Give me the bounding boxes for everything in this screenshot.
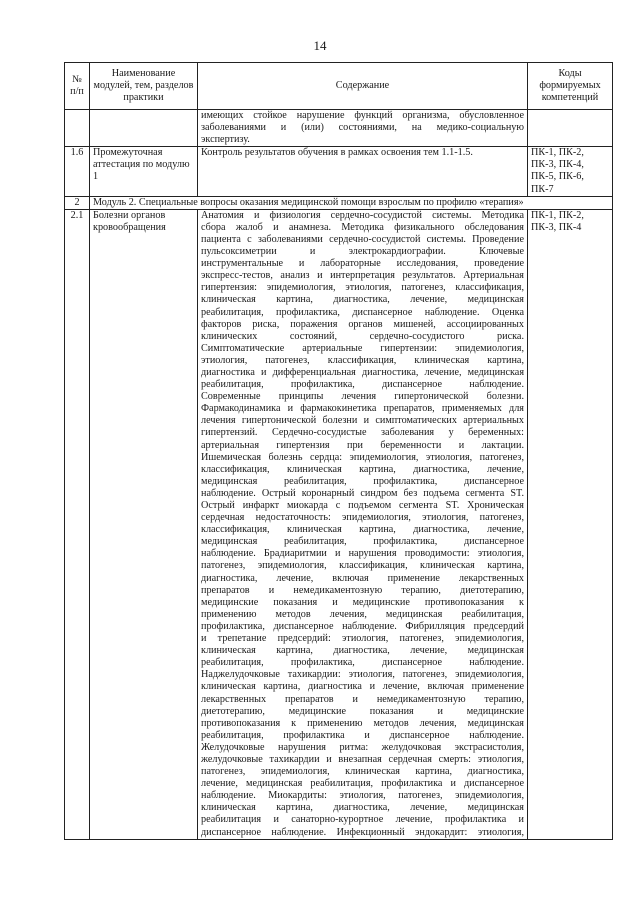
content-line: медицинские показания и медицинские противопоказания к	[201, 596, 524, 608]
header-name: Наименование модулей, тем, разделов практики	[90, 63, 198, 110]
content-line: Анатомия и физиология сердечно-сосудистой системы. Методика	[201, 209, 524, 221]
content-line: наблюдение. Острый коронарный синдром без подъема сегмента ST.	[201, 487, 524, 499]
content-line: Симптоматические артериальные гипертензии: эпидемиология,	[201, 342, 524, 354]
content-line: применению методов лечения, медицинская реабилитация,	[201, 608, 524, 620]
content-line: сбора жалоб и анамнеза. Методика физикального обследования	[201, 221, 524, 233]
content-line: Фармакодинамика и фармакокинетика препаратов, применяемых для	[201, 403, 524, 415]
content-line: лечения гипертонической болезни и симптоматических артериальных	[201, 415, 524, 427]
content-line: Желудочковые нарушения ритма: желудочковая экстрасистолия,	[201, 741, 524, 753]
content-line: противопоказания к применению методов лечения, медицинская	[201, 717, 524, 729]
cell-codes: ПК-1, ПК-2, ПК-3, ПК-4	[528, 209, 613, 839]
content-line: диагностика и дифференциальная диагностика, лечение, медицинская	[201, 366, 524, 378]
content-line: этиология, патогенез, классификация, клиническая картина,	[201, 354, 524, 366]
cell-num: 1.6	[65, 147, 90, 196]
content-line: профилактика, диспансерное наблюдение. Фибрилляция предсердий	[201, 620, 524, 632]
cell-num-empty	[65, 110, 90, 147]
content-line: наблюдение. Брадиаритмии и нарушения проводимости: этиология,	[201, 548, 524, 560]
cell-name-empty	[90, 110, 198, 147]
content-line: и трепетание предсердий: этиология, патогенез, эпидемиология,	[201, 633, 524, 645]
content-line: клиническая картина, диагностика, лечение, медицинская	[201, 802, 524, 814]
content-line: желудочковые тахикардии и внезапная сердечная смерть: этиология,	[201, 753, 524, 765]
module-title: Модуль 2. Специальные вопросы оказания медицинской помощи взрослым по профилю «терапия»	[90, 196, 613, 209]
header-num: № п/п	[65, 63, 90, 110]
cell-content	[198, 209, 528, 839]
cell-content: Контроль результатов обучения в рамках освоения тем 1.1-1.5.	[198, 147, 528, 196]
content-line: реабилитация, профилактика, диспансерное наблюдение. Оценка	[201, 306, 524, 318]
header-content: Содержание	[198, 63, 528, 110]
cell-codes-empty	[528, 110, 613, 147]
content-line: экспресс-тестов, анализ и интерпретация результатов. Артериальная	[201, 270, 524, 282]
table-header-row	[65, 63, 613, 110]
content-line: реабилитация и санаторно-курортное лечение, профилактика и	[201, 814, 524, 826]
content-line: инструментальные и лабораторные исследования, проведение	[201, 258, 524, 270]
content-line: клиническая картина, диагностика и лечение, включая применение	[201, 681, 524, 693]
cell-num: 2.1	[65, 209, 90, 839]
content-line: диетотерапию, медицинские показания и медицинские	[201, 705, 524, 717]
curriculum-table	[64, 62, 613, 840]
content-line: гипертензий. Сердечно-сосудистые заболевания у беременных:	[201, 427, 524, 439]
content-line: лечение, медицинская реабилитация, профилактика и диспансерное	[201, 778, 524, 790]
content-line: Наджелудочковые тахикардии: этиология, патогенез, эпидемиология,	[201, 669, 524, 681]
content-line: реабилитация, профилактика, диспансерное наблюдение.	[201, 657, 524, 669]
content-line: факторов риска, поражения органов мишеней, ассоциированных	[201, 318, 524, 330]
content-line: медицинская реабилитация, профилактика, диспансерное	[201, 536, 524, 548]
content-line: клиническая картина, диагностика, лечение, медицинская	[201, 645, 524, 657]
content-line: сердечная недостаточность: эпидемиология, этиология, патогенез,	[201, 512, 524, 524]
content-line: Современные принципы лечения гипертонической болезни.	[201, 391, 524, 403]
content-line: медицинская реабилитация, профилактика, диспансерное	[201, 475, 524, 487]
content-line: гипертензия: эпидемиология, этиология, патогенез, классификация,	[201, 282, 524, 294]
content-line: диспансерное наблюдение. Инфекционный эндокардит: этиология,	[201, 826, 524, 838]
table-row-continuation	[65, 110, 613, 147]
content-line: Ишемическая болезнь сердца: эпидемиология, этиология, патогенез,	[201, 451, 524, 463]
header-codes: Коды формируемых компетенций	[528, 63, 613, 110]
cell-name: Болезни органов кровообращения	[90, 209, 198, 839]
table-row-1-6	[65, 147, 613, 196]
content-line: реабилитация, профилактика, диспансерное наблюдение.	[201, 379, 524, 391]
page-number: 14	[313, 38, 327, 53]
content-line: диагностика, лечение, включая применение лекарственных	[201, 572, 524, 584]
cell-content-continuation	[198, 110, 528, 147]
cell-codes: ПК-1, ПК-2, ПК-3, ПК-4, ПК-5, ПК-6, ПК-7	[528, 147, 613, 196]
content-line: артериальная гипертензия при беременности и лактации.	[201, 439, 524, 451]
table-row-2-1	[65, 209, 613, 839]
content-line: патогенез, эпидемиология, классификация, клиническая картина,	[201, 560, 524, 572]
content-line: экспертизу.	[201, 134, 250, 146]
content-line: пациента с заболеваниями сердечно-сосудистой системы. Проведение	[201, 233, 524, 245]
content-line: клинических состояний, сердечно-сосудистого риска.	[201, 330, 524, 342]
cell-name: Промежуточная аттестация по модулю 1	[90, 147, 198, 196]
content-line: наблюдение. Миокардиты: этиология, патогенез, эпидемиология,	[201, 790, 524, 802]
content-line: клиническая картина, диагностика, лечение, медицинская	[201, 294, 524, 306]
content-line: лекарственных препаратов и немедикаментозную терапию,	[201, 693, 524, 705]
content-line: классификация, клиническая картина, диагностика, лечение,	[201, 463, 524, 475]
content-line: классификация, клиническая картина, диагностика, лечение,	[201, 524, 524, 536]
content-line: препаратов и немедикаментозную терапию, диетотерапию,	[201, 584, 524, 596]
table-row-module-2	[65, 196, 613, 209]
content-line: патогенез, эпидемиология, клиническая картина, диагностика,	[201, 766, 524, 778]
content-line: заболеваниями и (или) состояниями, на медико-социальную	[201, 122, 524, 134]
content-line: Острый инфаркт миокарда с подъемом сегмента ST. Хроническая	[201, 500, 524, 511]
content-line: пульсоксиметрии и электрокардиографии. Ключевые	[201, 246, 524, 258]
content-line: реабилитация, профилактика и диспансерное наблюдение.	[201, 729, 524, 741]
content-line: имеющих стойкое нарушение функций организма, обусловленное	[201, 110, 524, 121]
cell-num: 2	[65, 196, 90, 209]
